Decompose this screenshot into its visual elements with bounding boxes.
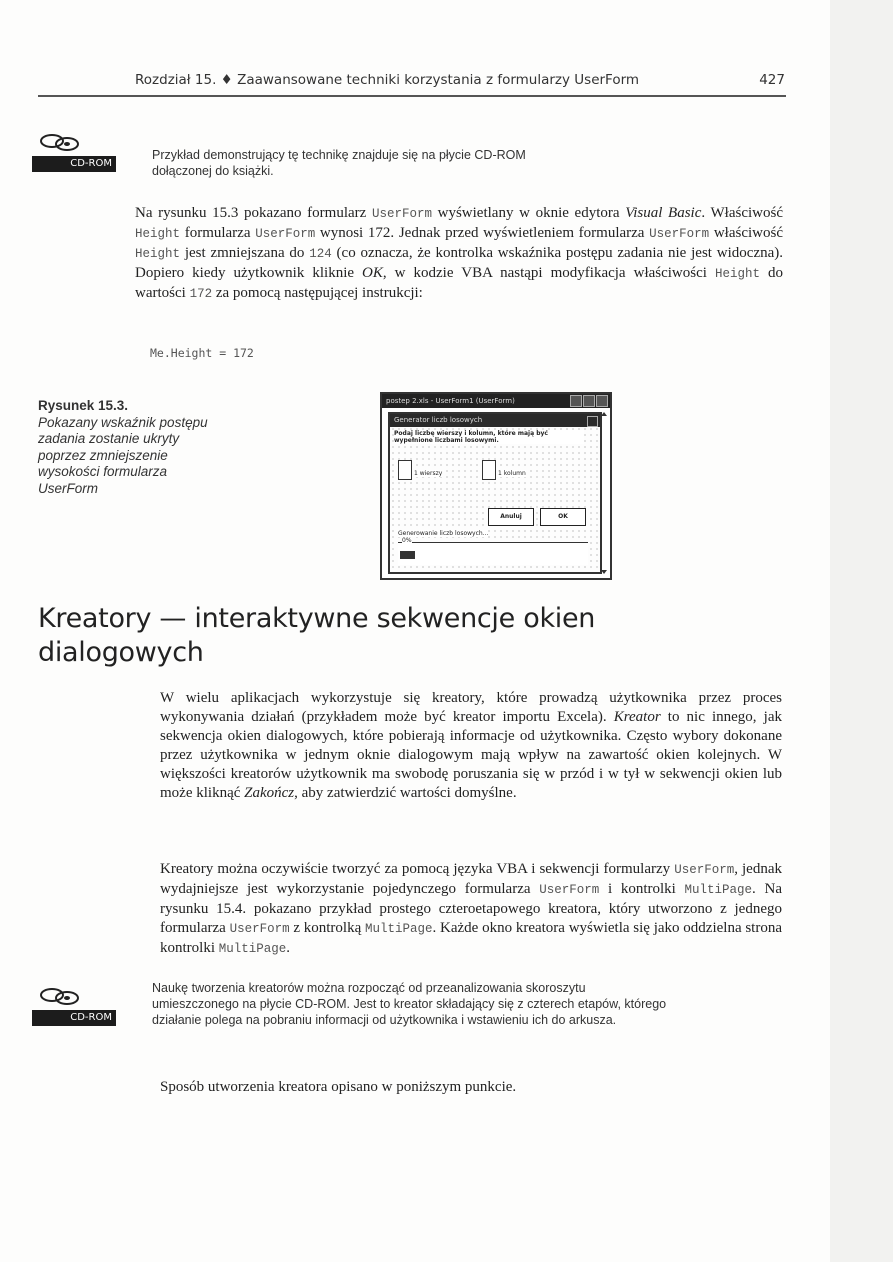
paragraph-4: [160, 1078, 782, 1097]
cd-note-2: Naukę tworzenia kreatorów można rozpocząć od przeanalizowania skoroszytu umieszczonego na płycie CD-ROM. Jest to kreator składający się z czterech etapów, którego działanie polega na pobraniu informacji od użytkownika i wstawieniu ich do arkusza.: [152, 981, 667, 1027]
cd-rom-label: CD-ROM: [32, 1010, 116, 1026]
text-run: i kontrolki: [599, 881, 685, 897]
cd-rom-label: CD-ROM: [32, 156, 116, 172]
text-run: właściwość: [709, 225, 783, 241]
close-icon: [596, 395, 608, 407]
text-run: Sposób utworzenia kreatora opisano w poniższym punkcie.: [160, 1079, 517, 1095]
vertical-scrollbar: [600, 410, 608, 576]
text-run: Na rysunku 15.3 pokazano formularz: [135, 205, 372, 221]
dialog-titlebar: [390, 414, 600, 427]
text-run: Kreatory można oczywiście tworzyć za pomocą języka VBA i sekwencji formularzy: [160, 861, 675, 877]
cd-rom-badge: [32, 134, 116, 172]
text-run: (co oznacza, że kontrolka wskaźnika postępu zadania nie jest widoczna). Dopiero kiedy użytkownik kliknie: [135, 245, 784, 281]
vbe-window-titlebar: [382, 394, 610, 408]
text-run: z kontrolką: [289, 920, 365, 936]
maximize-icon: [583, 395, 595, 407]
text-run: , aby zatwierdzić wartości domyślne.: [294, 785, 517, 801]
ok-button: OK: [540, 508, 586, 526]
page-number: 427: [759, 72, 785, 88]
code-term: UserForm: [674, 863, 735, 877]
code-term: Height: [135, 247, 181, 261]
code-term: Height: [135, 227, 181, 241]
code-sample: Me.Height = 172: [150, 346, 254, 360]
code-term: MultiPage: [684, 883, 753, 897]
code-term: MultiPage: [365, 922, 433, 936]
paragraph-2: [160, 689, 782, 803]
progress-label: Generowanie liczb losowych...: [398, 530, 489, 537]
cd-note-1: Przykład demonstrujący tę technikę znajduje się na płycie CD-ROM dołączonej do książki.: [152, 148, 526, 178]
rows-label: 1 wierszy: [414, 470, 443, 477]
header-rule: [38, 95, 786, 97]
code-term: UserForm: [255, 227, 316, 241]
minimize-icon: [570, 395, 582, 407]
figure-caption-text: Pokazany wskaźnik postępu zadania zostanie ukryty poprzez zmniejszenie wysokości formularza UserForm: [38, 414, 208, 496]
section-heading: Kreatory — interaktywne sekwencje okien dialogowych: [38, 603, 596, 668]
code-term: UserForm: [371, 207, 432, 221]
code-term: 124: [309, 247, 332, 261]
dialog-question: Podaj liczbę wierszy i kolumn, które mają być wypełnione liczbami losowymi.: [394, 430, 584, 444]
paragraph-3: [160, 860, 782, 959]
code-term: UserForm: [539, 883, 600, 897]
running-header: [135, 72, 785, 88]
figure-screenshot: [380, 392, 612, 580]
cancel-button: Anuluj: [488, 508, 534, 526]
cd-disc-icon: [40, 988, 80, 1006]
emphasis: Visual Basic: [625, 205, 702, 221]
dialog-title: Generator liczb losowych: [394, 416, 483, 424]
emphasis: Kreator: [613, 709, 661, 725]
code-term: MultiPage: [218, 942, 287, 956]
text-run: formularza: [180, 225, 256, 241]
figure-caption: [38, 398, 208, 497]
figure-caption-title: Rysunek 15.3.: [38, 398, 129, 413]
text-run: wynosi 172. Jednak przed wyświetleniem formularza: [315, 225, 650, 241]
text-run: , w kodzie VBA nastąpi modyfikacja właściwości: [382, 265, 715, 281]
code-term: UserForm: [229, 922, 290, 936]
progress-bar-fill: [400, 551, 415, 559]
text-run: wyświetlany w oknie edytora: [431, 205, 626, 221]
text-run: , jednak wydajniejsze jest wykorzystanie pojedynczego formularza: [160, 861, 782, 897]
rows-spinner: [398, 460, 412, 480]
cols-label: 1 kolumn: [498, 470, 526, 477]
text-run: W wielu aplikacjach wykorzystuje się kreatory, które prowadzą użytkownika przez proces wykonywania działań (przykładem może być kreator importu Excela).: [160, 690, 782, 725]
progress-percent: 0%: [402, 537, 412, 544]
emphasis: Zakończ: [244, 785, 295, 801]
text-run: za pomocą następującej instrukcji:: [212, 285, 423, 301]
emphasis: OK: [362, 265, 383, 281]
cd-rom-badge-2: [32, 988, 116, 1026]
text-run: to nic innego, jak sekwencja okien dialogowych, które pobierają informacje od użytkownika. Często wybory dokonane przez użytkownika w jednym oknie dialogowym mają wpływ na zawartość okien kolejnych. W większości kreatorów użytkownik ma swobodę poruszania się w przód i w tył w sekwencji okien lub może kliknąć: [160, 709, 782, 801]
userform-dialog: [388, 412, 602, 574]
vbe-window-title: postep 2.xls - UserForm1 (UserForm): [386, 397, 515, 405]
text-run: . Właściwość: [701, 205, 783, 221]
text-run: do wartości: [135, 265, 783, 301]
text-run: . Na rysunku 15.4. pokazano przykład prostego czteroetapowego kreatora, który utworzono z jednego formularza: [160, 881, 782, 936]
dialog-close-icon: [587, 416, 598, 427]
code-term: Height: [714, 267, 760, 281]
text-run: .: [286, 940, 291, 956]
code-term: 172: [189, 287, 213, 301]
cols-spinner: [482, 460, 496, 480]
cd-disc-icon: [40, 134, 80, 152]
paragraph-1: [135, 204, 783, 304]
text-run: . Każde okno kreatora wyświetla się jako oddzielna strona kontrolki: [160, 920, 783, 956]
code-term: UserForm: [649, 227, 710, 241]
running-title: Rozdział 15. ♦ Zaawansowane techniki korzystania z formularzy UserForm: [135, 72, 640, 88]
text-run: jest zmniejszana do: [180, 245, 310, 261]
progress-frame: [398, 537, 588, 565]
